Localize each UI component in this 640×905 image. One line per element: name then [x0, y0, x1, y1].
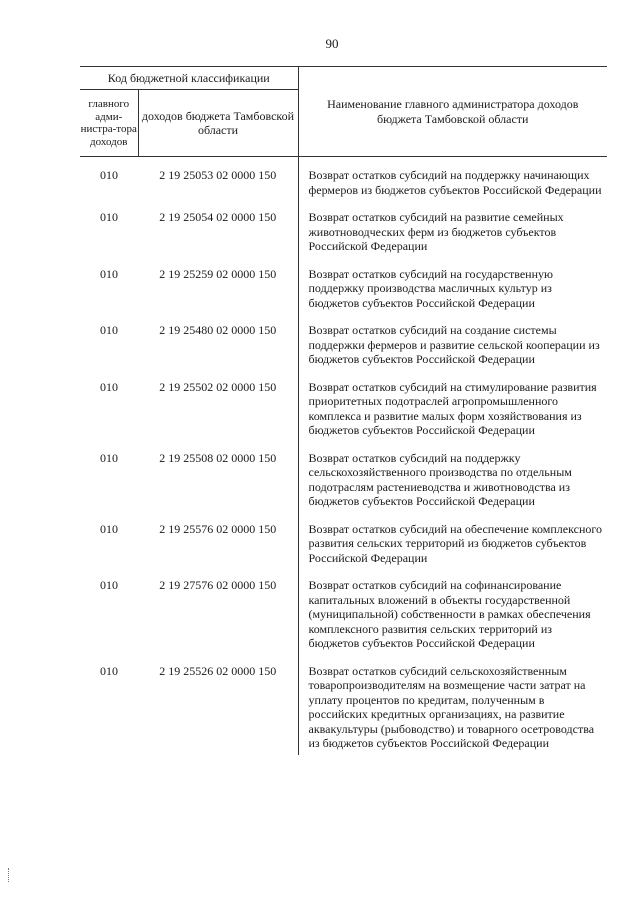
- admin-code: 010: [100, 210, 118, 224]
- table-row: [80, 167, 607, 209]
- income-name: Возврат остатков субсидий на развитие семейных животноводческих ферм из бюджетов субъектов Российской Федерации: [308, 210, 564, 253]
- income-name: Возврат остатков субсидий на софинансирование капитальных вложений в объекты государственной (муниципальной) собственности в рамках обеспечения комплексного развития сельских территорий из бюджетов субъектов Российской Федерации: [308, 578, 591, 650]
- admin-code: 010: [100, 521, 118, 536]
- admin-code: 010: [100, 379, 118, 394]
- income-name: Возврат остатков субсидий на создание системы поддержки фермеров и развитие сельской кооперации из бюджетов субъектов Российской Федерации: [308, 323, 600, 366]
- table-row: [80, 663, 607, 755]
- income-code: 2 19 25502 02 0000 150: [138, 379, 298, 450]
- table-row: [80, 379, 607, 450]
- header-chief-administrator: главного адми-нистра-тора доходов: [80, 90, 138, 157]
- income-code: 2 19 25526 02 0000 150: [138, 663, 298, 755]
- income-name: Возврат остатков субсидий на обеспечение комплексного развития сельских территорий из бюджетов субъектов Российской Федерации: [308, 521, 602, 565]
- table-row: [80, 322, 607, 379]
- income-code: 2 19 25053 02 0000 150: [138, 167, 298, 209]
- income-name: Возврат остатков субсидий на стимулирование развития приоритетных подотраслей агропромышленного комплекса и развитие малых форм хозяйствования из бюджетов субъектов Российской Федерации: [308, 379, 597, 437]
- income-code: 2 19 27576 02 0000 150: [138, 577, 298, 663]
- income-name: Возврат остатков субсидий на поддержку сельскохозяйственного производства по отдельным подотраслям растениеводства и животноводства из бюджетов субъектов Российской Федерации: [308, 450, 572, 508]
- table-body: [80, 157, 607, 755]
- header-regional-budget-income: доходов бюджета Тамбовской области: [138, 90, 298, 157]
- table-row: [80, 577, 607, 663]
- admin-code: 010: [100, 168, 118, 182]
- admin-code: 010: [100, 663, 118, 678]
- income-code: 2 19 25480 02 0000 150: [138, 322, 298, 379]
- admin-code: 010: [100, 450, 118, 465]
- page-number: 90: [325, 36, 339, 51]
- income-code: 2 19 25054 02 0000 150: [138, 209, 298, 266]
- header-budget-classification-code: Код бюджетной классификации: [80, 67, 298, 90]
- header-administrator-name: Наименование главного администратора доходов бюджета Тамбовской области: [298, 67, 607, 157]
- income-name: Возврат остатков субсидий на государственную поддержку производства масличных культур из бюджетов субъектов Российской Федерации: [308, 266, 553, 310]
- budget-classification-table: [80, 66, 607, 755]
- income-code: 2 19 25576 02 0000 150: [138, 521, 298, 578]
- income-name: Возврат остатков субсидий на поддержку начинающих фермеров из бюджетов субъектов Российской Федерации: [308, 168, 602, 197]
- table-row: [80, 266, 607, 323]
- admin-code: 010: [100, 323, 118, 337]
- table-row: [80, 209, 607, 266]
- income-code: 2 19 25259 02 0000 150: [138, 266, 298, 323]
- table-row: [80, 521, 607, 578]
- admin-code: 010: [100, 266, 118, 281]
- table-row: [80, 450, 607, 521]
- income-name: Возврат остатков субсидий сельскохозяйственным товаропроизводителям на возмещение части затрат на уплату процентов по кредитам, полученным в российских кредитных организациях, на развитие аквакультуры (рыбоводство) и товарного осетроводства из бюджетов субъектов Российской Федерации: [308, 663, 595, 750]
- margin-mark: [8, 868, 11, 882]
- income-code: 2 19 25508 02 0000 150: [138, 450, 298, 521]
- admin-code: 010: [100, 578, 118, 592]
